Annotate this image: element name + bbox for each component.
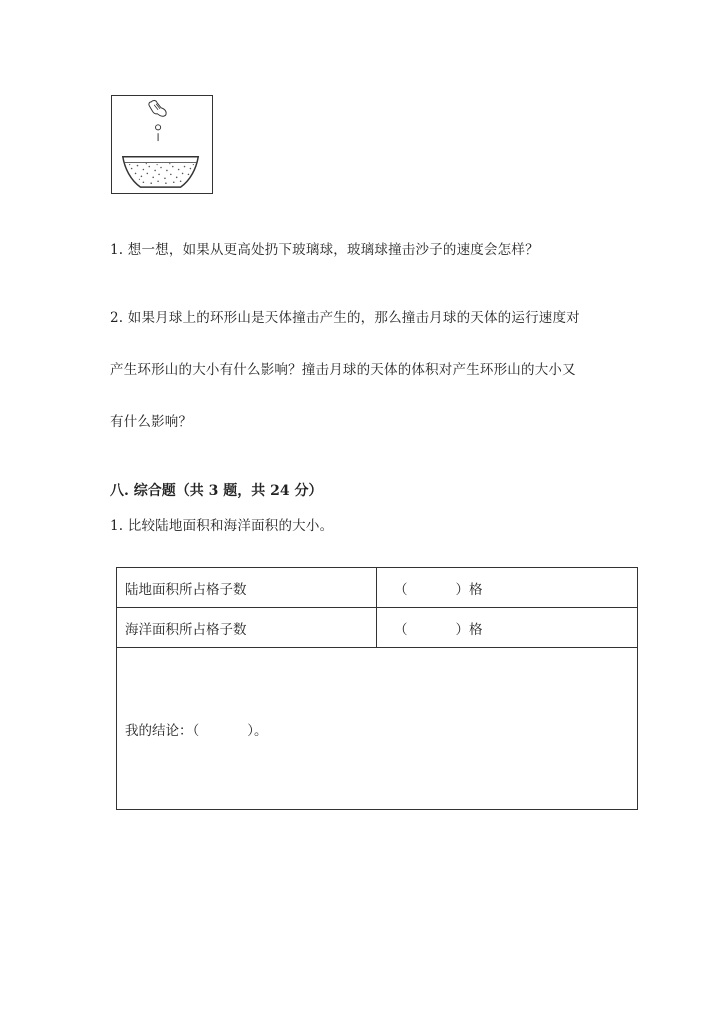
answer-table <box>116 567 638 810</box>
table-row <box>117 568 638 608</box>
section-title: 八. 综合题（共 3 题，共 24 分） <box>110 483 323 499</box>
close-paren-unit: ）格 <box>455 621 483 638</box>
close-paren-unit: ）格 <box>455 581 483 598</box>
conclusion-label: 我的结论：（ <box>125 722 200 739</box>
table-row <box>117 648 638 810</box>
conclusion-cell[interactable] <box>117 648 638 810</box>
question-2-line-1: 2. 如果月球上的环形山是天体撞击产生的，那么撞击月球的天体的运行速度对 <box>110 310 580 326</box>
open-paren: （ <box>394 581 408 598</box>
conclusion-close: ）。 <box>247 722 268 739</box>
experiment-illustration <box>111 95 213 194</box>
ocean-label: 海洋面积所占格子数 <box>117 608 377 648</box>
land-answer-cell[interactable] <box>377 568 638 608</box>
land-label: 陆地面积所占格子数 <box>117 568 377 608</box>
open-paren: （ <box>394 621 408 638</box>
table-row <box>117 608 638 648</box>
question-2-line-3: 有什么影响？ <box>110 414 193 430</box>
question-1: 1. 想一想，如果从更高处扔下玻璃球，玻璃球撞击沙子的速度会怎样？ <box>110 242 539 258</box>
question-2-line-2: 产生环形山的大小有什么影响？撞击月球的天体的体积对产生环形山的大小又 <box>110 362 576 378</box>
section-question-1: 1. 比较陆地面积和海洋面积的大小。 <box>110 518 334 534</box>
ocean-answer-cell[interactable] <box>377 608 638 648</box>
hand-dropping-ball-into-sand-icon <box>112 96 212 193</box>
